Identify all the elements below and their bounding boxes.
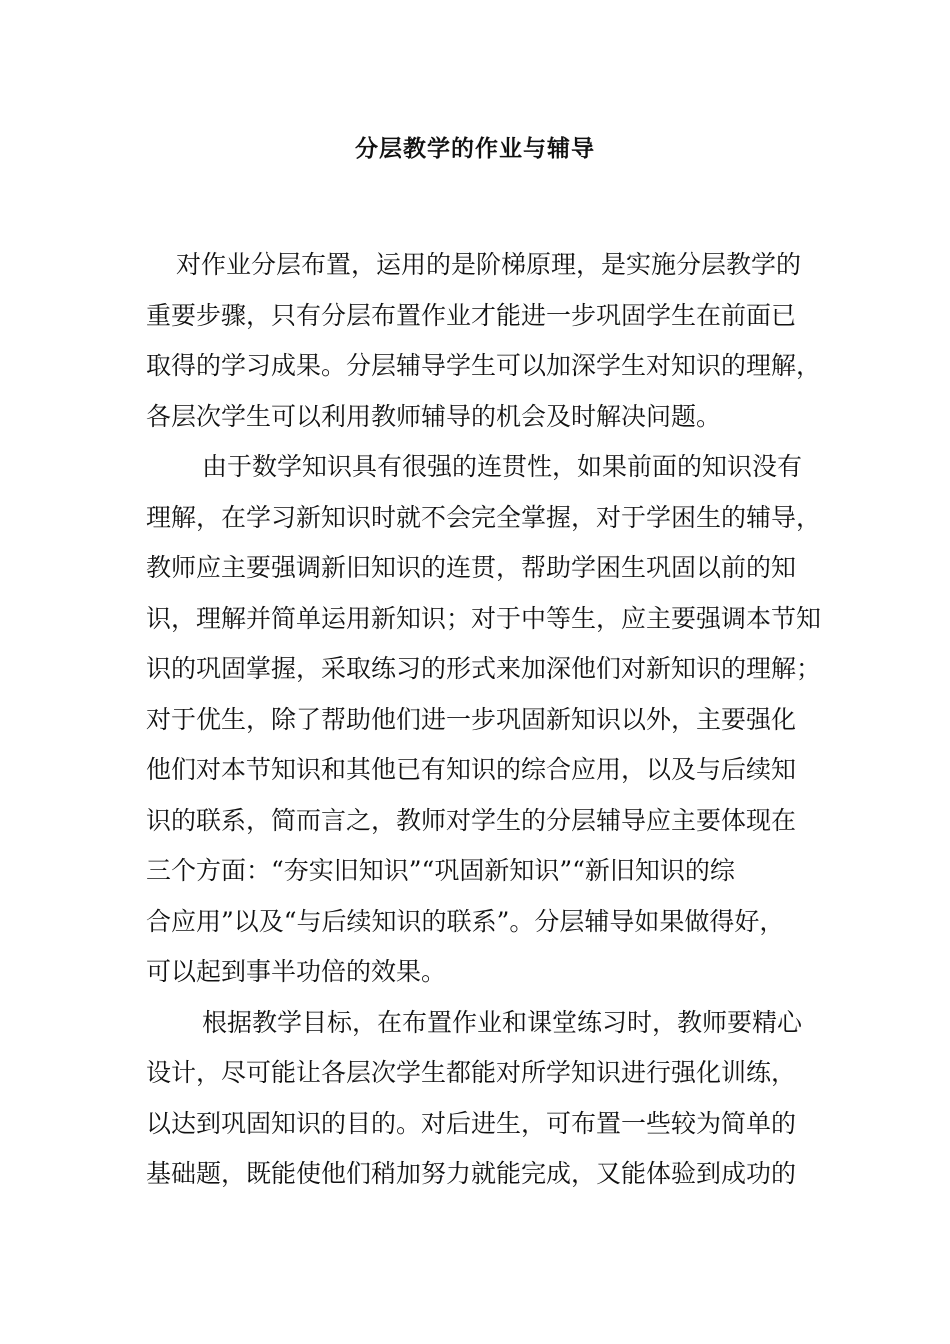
paragraph-line: 他们对本节知识和其他已有知识的综合应用，以及与后续知 <box>146 755 797 784</box>
paragraph-line: 理解，在学习新知识时就不会完全掌握，对于学困生的辅导， <box>146 502 822 532</box>
paragraph-line: 根据教学目标，在布置作业和课堂练习时，教师要精心 <box>202 1007 803 1037</box>
document-body <box>146 240 822 1200</box>
paragraph-line: 各层次学生可以利用教师辅导的机会及时解决问题。 <box>146 401 722 431</box>
paragraph-line: 设计，尽可能让各层次学生都能对所学知识进行强化训练， <box>146 1058 797 1087</box>
paragraph-line: 以达到巩固知识的目的。对后进生，可布置一些较为简单的 <box>146 1108 797 1138</box>
paragraph-line: 识，理解并简单运用新知识；对于中等生，应主要强调本节知 <box>146 603 822 633</box>
paragraph-line: 识的联系，简而言之，教师对学生的分层辅导应主要体现在 <box>146 805 797 835</box>
paragraph-line: 由于数学知识具有很强的连贯性，如果前面的知识没有 <box>202 452 803 481</box>
paragraph <box>146 998 816 1200</box>
paragraph-line: 可以起到事半功倍的效果。 <box>146 957 447 986</box>
paragraph-line: 对于优生，除了帮助他们进一步巩固新知识以外，主要强化 <box>146 704 797 734</box>
paragraph-line: 合应用”以及“与后续知识的联系”。分层辅导如果做得好， <box>146 906 785 936</box>
paragraph-line: 基础题，既能使他们稍加努力就能完成，又能体验到成功的 <box>146 1159 797 1188</box>
paragraph <box>146 240 822 442</box>
document-title: 分层教学的作业与辅导 <box>355 136 595 162</box>
paragraph <box>146 442 822 998</box>
paragraph-line: 教师应主要强调新旧知识的连贯，帮助学困生巩固以前的知 <box>146 553 797 582</box>
paragraph-line: 对作业分层布置，运用的是阶梯原理，是实施分层教学的 <box>176 250 802 279</box>
paragraph-line: 取得的学习成果。分层辅导学生可以加深学生对知识的理解， <box>146 351 822 380</box>
paragraph-line: 识的巩固掌握，采取练习的形式来加深他们对新知识的理解； <box>146 654 822 683</box>
paragraph-line: 三个方面：“夯实旧知识”“巩固新知识”“新旧知识的综 <box>146 856 735 885</box>
paragraph-line: 重要步骤，只有分层布置作业才能进一步巩固学生在前面已 <box>146 300 797 330</box>
